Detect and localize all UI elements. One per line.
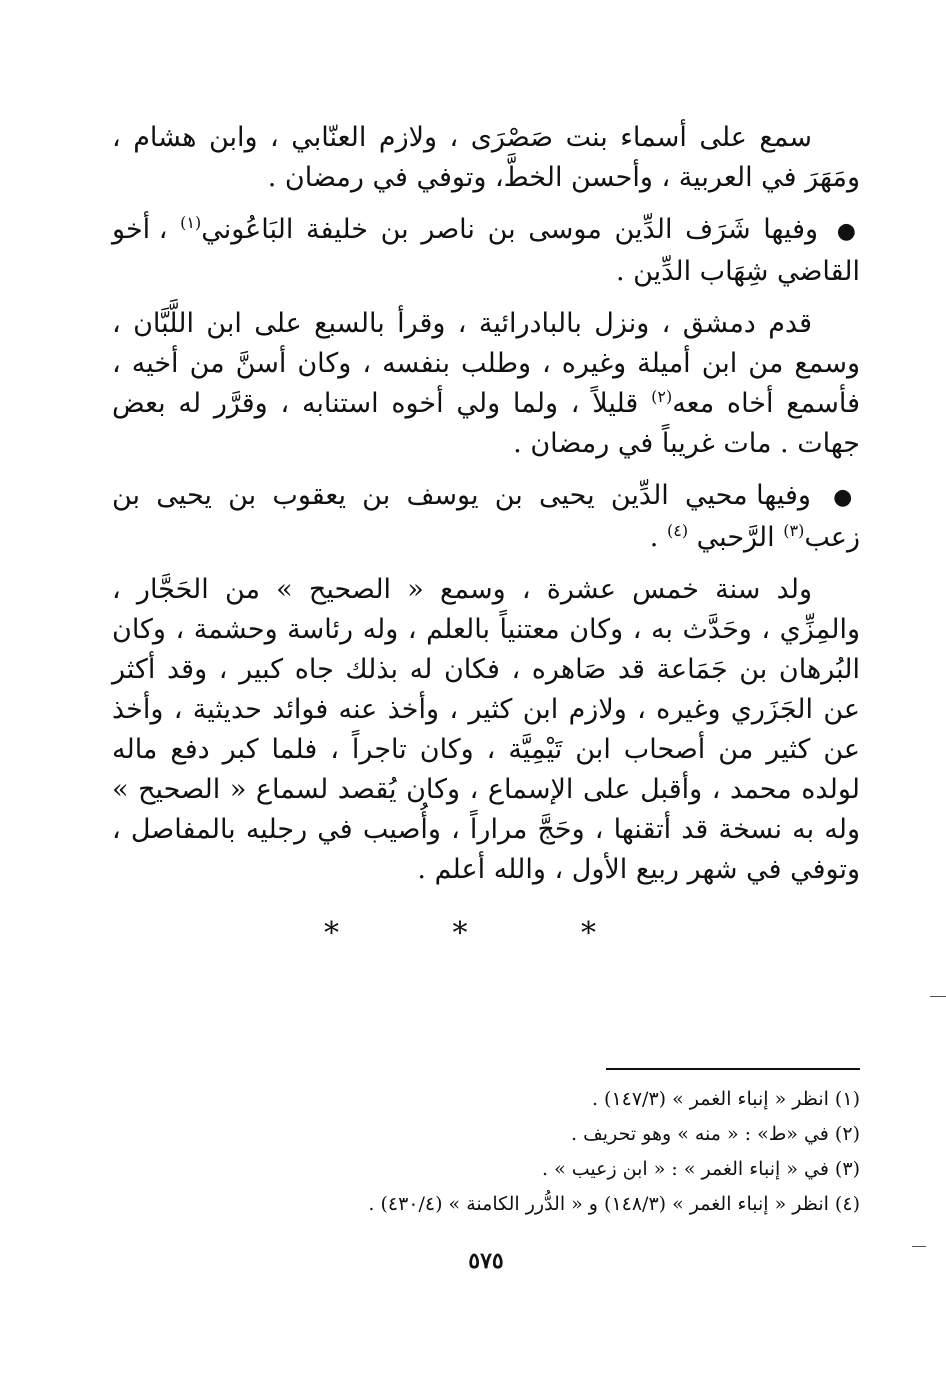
footnote-2: (٢) في «ط» : « منه » وهو تحريف . [571, 1123, 860, 1145]
paragraph-1-text: سمع على أسماء بنت صَصْرَى ، ولازم العنّابي ، وابن هشام ، ومَهَرَ في العربية ، وأحسن الخطَّ، وتوفي في رمضان . [112, 122, 860, 193]
footnote-ref-4[interactable]: (٤) [666, 521, 689, 540]
entry-yahya-rahbi [112, 476, 860, 558]
entry-2-text-after: . [649, 522, 659, 553]
bullet-icon: ● [833, 485, 860, 510]
footnote-divider [606, 1068, 860, 1070]
margin-mark [930, 996, 946, 997]
footnote-ref-3[interactable]: (٣) [783, 521, 805, 540]
page-number: ٥٧٥ [468, 1248, 504, 1274]
section-separator [112, 916, 860, 951]
entry-musa-baouni [112, 210, 860, 292]
footnote-1: (١) انظر « إنباء الغمر » (١٤٧/٣) . [591, 1088, 860, 1110]
separator-star-icon: * [323, 916, 391, 951]
separator-star-icon: * [581, 916, 649, 951]
paragraph-3 [112, 570, 860, 890]
entry-1-text-after: ، أخو القاضي شِهَاب الدِّين . [112, 214, 860, 287]
footnotes [112, 1082, 860, 1222]
page [112, 118, 860, 1382]
footnote-ref-1[interactable]: (١) [180, 213, 202, 232]
margin-mark [912, 1246, 926, 1247]
entry-2-text-middle: الرَّحبي [696, 522, 775, 553]
entry-2-text-before: وفيها محيي الدِّين يحيى بن يوسف بن يعقوب بن يحيى بن زعب [112, 480, 860, 553]
paragraph-2-text-after: قليلاً ، ولما ولي أخوه استنابه ، وقرَّر له بعض جهات . مات غريباً في رمضان . [112, 388, 860, 459]
footnote-4: (٤) انظر « إنباء الغمر » (١٤٨/٣) و « الدُّرر الكامنة » (٤٣٠/٤) . [368, 1193, 860, 1215]
separator-star-icon: * [452, 916, 520, 951]
entry-1-text-before: وفيها شَرَف الدِّين موسى بن ناصر بن خليفة البَاعُوني [201, 214, 819, 245]
paragraph-2-text-before: قدم دمشق ، ونزل بالبادرائية ، وقرأ بالسبع على ابن اللَّبَّان ، وسمع من ابن أميلة وغيره ، وطلب بنفسه ، وكان أسنَّ من أخيه ، فأسمع أخاه معه [112, 308, 860, 419]
paragraph-1 [112, 118, 860, 198]
bullet-icon: ● [836, 219, 861, 244]
footnote-ref-2[interactable]: (٢) [651, 387, 673, 406]
footnote-3: (٣) في « إنباء الغمر » : « ابن زعيب » . [541, 1158, 860, 1180]
paragraph-3-text: ولد سنة خمس عشرة ، وسمع « الصحيح » من الحَجَّار ، والمِزِّي ، وحَدَّث به ، وكان معتنياً بالعلم ، وله رئاسة وحشمة ، وكان البُرهان بن جَمَاعة قد صَاهره ، فكان له بذلك جاه كبير ، وقد أكثر عن الجَزَري وغيره ، ولازم ابن كثير ، وأخذ عنه فوائد حديثية ، وأخذ عن كثير من أصحاب ابن تَيْمِيَّة ، وكان تاجراً ، فلما كبر دفع ماله لولده محمد ، وأقبل على الإسماع ، وكان يُقصد لسماع « الصحيح » وله به نسخة قد أتقنها ، وحَجَّ مراراً ، وأُصيب في رجليه بالمفاصل ، وتوفي في شهر ربيع الأول ، والله أعلم . [112, 574, 860, 885]
paragraph-2 [112, 304, 860, 464]
